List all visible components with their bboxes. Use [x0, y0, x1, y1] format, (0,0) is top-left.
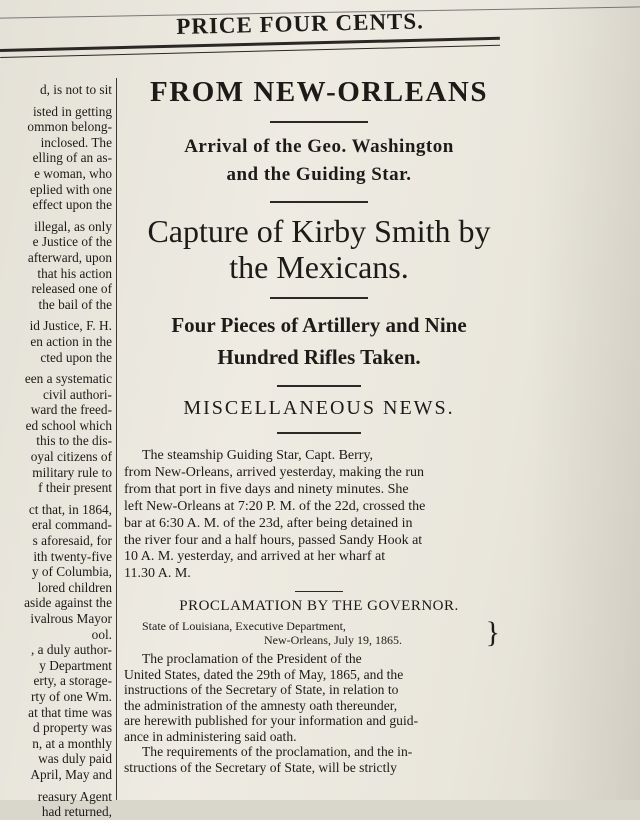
left-column-line: eplied with one: [30, 181, 112, 197]
dateline-line: New-Orleans, July 19, 1865.: [264, 633, 402, 648]
brace-mark: }: [485, 616, 500, 650]
subhead-arrival: [124, 133, 514, 189]
page-shadow: [530, 0, 640, 800]
article-body-line: The steamship Guiding Star, Capt. Berry,: [142, 448, 374, 463]
left-column-line: aside against the: [24, 595, 112, 611]
left-column-line: e Justice of the: [32, 234, 112, 250]
left-column-line: lored children: [37, 579, 112, 595]
subhead-artillery: [124, 309, 514, 373]
proclamation-line: instructions of the Secretary of State, in relation to: [124, 682, 399, 698]
subhead-rule: [270, 297, 368, 299]
left-column-line: that his action: [37, 265, 112, 281]
left-column-line: ct that, in 1864,: [28, 501, 112, 517]
proclamation-line: United States, dated the 29th of May, 1865, and the: [124, 666, 404, 682]
left-column-line: erty, a storage-: [33, 673, 112, 689]
proclamation-line: The requirements of the proclamation, and the in-: [142, 744, 413, 760]
subhead-capture-line: the Mexicans.: [229, 249, 409, 285]
left-column-line: , a duly author-: [31, 642, 112, 658]
subhead-artillery-line: Hundred Rifles Taken.: [217, 345, 421, 369]
left-column-line: inclosed. The: [40, 134, 112, 150]
article-body-line: 10 A. M. yesterday, and arrived at her wharf at: [124, 549, 386, 565]
left-column-line: was duly paid: [38, 751, 112, 767]
left-column-line: y Department: [39, 657, 112, 673]
left-column-line: id Justice, F. H.: [29, 318, 112, 334]
subhead-rule: [270, 201, 368, 203]
left-column-line: d, is not to sit: [39, 82, 112, 97]
left-column-line: y of Columbia,: [31, 564, 112, 580]
left-column-line: e woman, who: [34, 165, 112, 181]
left-column-line: elling of an as-: [32, 150, 112, 166]
left-column-line: reasury Agent: [37, 788, 112, 804]
proclamation-dateline: [124, 616, 514, 650]
left-column-line: en action in the: [30, 333, 112, 349]
article-body-line: from that port in five days and ninety minutes. She: [124, 481, 409, 497]
left-column-line: isted in getting: [32, 103, 112, 119]
proclamation-line: the administration of the amnesty oath thereunder,: [124, 697, 398, 713]
left-column-line: April, May and: [30, 766, 112, 782]
left-column-line: eral command-: [31, 517, 112, 533]
subhead-capture: [124, 213, 514, 285]
subhead-arrival-line: and the Guiding Star.: [226, 164, 412, 185]
article-body: [124, 448, 514, 583]
price-banner: PRICE FOUR CENTS.: [176, 8, 425, 39]
left-column-line: oyal citizens of: [30, 449, 112, 465]
column-rule: [116, 78, 117, 800]
left-column-line: had returned,: [41, 804, 112, 820]
article: [124, 70, 514, 775]
article-body-line: from New-Orleans, arrived yesterday, making the run: [124, 464, 424, 480]
subhead-rule: [277, 432, 361, 434]
article-body-line: 11.30 A. M.: [124, 566, 191, 582]
left-column-line: rty of one Wm.: [31, 688, 112, 704]
left-column-line: ommon belong-: [27, 119, 112, 135]
left-column-line: military rule to: [32, 464, 112, 480]
subhead-capture-line: Capture of Kirby Smith by: [147, 213, 491, 249]
left-column-line: at that time was: [28, 704, 112, 720]
left-column-line: the bail of the: [38, 296, 112, 312]
left-column-line: s aforesaid, for: [32, 533, 112, 549]
left-column-line: ool.: [91, 626, 112, 642]
left-column-text: [0, 82, 112, 820]
subhead-rule: [277, 385, 361, 387]
left-column-line: released one of: [31, 281, 112, 297]
proclamation-line: ance in administering said oath.: [124, 728, 297, 744]
headline-rule: [270, 121, 368, 123]
left-column-line: d property was: [32, 720, 112, 736]
left-column-line: een a systematic: [24, 371, 112, 387]
left-column-line: ith twenty-five: [33, 548, 112, 564]
subhead-arrival-line: Arrival of the Geo. Washington: [184, 136, 454, 157]
left-column-line: civil authori-: [42, 386, 112, 402]
left-column-line: ed school which: [25, 417, 112, 433]
headline: FROM NEW-ORLEANS: [150, 76, 488, 108]
left-column-line: afterward, upon: [27, 249, 112, 265]
proclamation-line: are herewith published for your information and guid-: [124, 713, 419, 729]
article-body-line: the river four and a half hours, passed Sandy Hook at: [124, 532, 423, 548]
proclamation-title: PROCLAMATION BY THE GOVERNOR.: [179, 598, 459, 615]
left-column-line: effect upon the: [32, 197, 112, 213]
proclamation-line: The proclamation of the President of the: [142, 651, 362, 667]
dateline-line: State of Louisiana, Executive Department,: [142, 619, 346, 634]
left-column-line: n, at a monthly: [32, 735, 112, 751]
masthead-rule: [0, 37, 500, 58]
left-column-line: this to the dis-: [36, 433, 112, 449]
proclamation-line: structions of the Secretary of State, will be strictly: [124, 759, 397, 775]
section-rule: [295, 591, 343, 592]
left-column-line: ivalrous Mayor: [30, 611, 112, 626]
left-column-line: ward the freed-: [30, 402, 112, 418]
subhead-artillery-line: Four Pieces of Artillery and Nine: [171, 313, 467, 337]
left-column-line: f their present: [38, 480, 112, 496]
left-column-line: cted upon the: [40, 349, 112, 365]
article-body-line: bar at 6:30 A. M. of the 23d, after being detained in: [124, 515, 413, 531]
left-column-line: illegal, as only: [34, 218, 112, 234]
proclamation-body: [124, 651, 514, 775]
subhead-miscellaneous: MISCELLANEOUS NEWS.: [183, 397, 455, 419]
article-body-line: left New-Orleans at 7:20 P. M. of the 22d, crossed the: [124, 498, 426, 514]
